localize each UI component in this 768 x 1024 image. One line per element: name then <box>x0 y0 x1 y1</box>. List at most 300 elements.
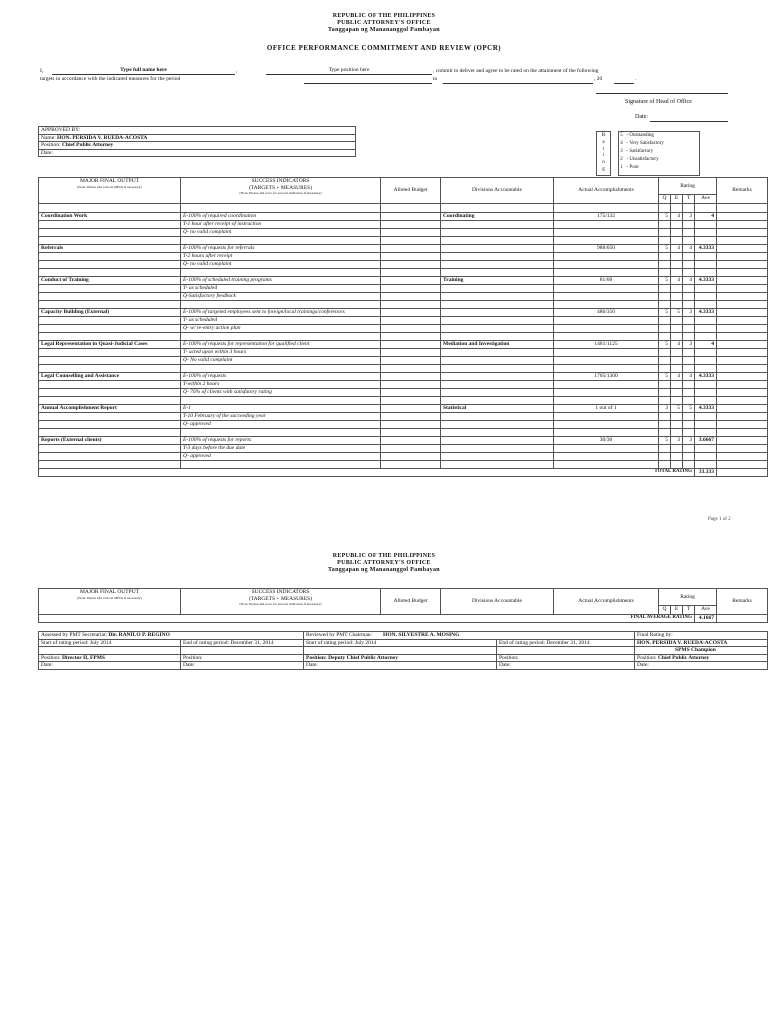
rating-t-cell <box>683 421 695 429</box>
success-indicator-cell <box>181 365 381 373</box>
mfo-cell: Capacity Building (External) <box>39 309 181 317</box>
table-subrow <box>39 293 768 301</box>
rating-t-cell <box>683 389 695 397</box>
table-subrow <box>39 237 768 245</box>
opcr-summary-table <box>38 588 768 623</box>
actual-cell <box>554 229 659 237</box>
rating-ave-cell <box>695 261 717 269</box>
sign-date-field[interactable] <box>650 114 728 122</box>
budget-cell <box>381 357 441 365</box>
rating-t-cell <box>683 349 695 357</box>
success-indicator-cell: Q- no valid complaint <box>181 261 381 269</box>
actual-cell: 1705/1300 <box>554 373 659 381</box>
rating-q-cell <box>659 445 671 453</box>
rating-ave-cell <box>695 269 717 277</box>
rating-q-cell <box>659 301 671 309</box>
mfo-cell: Annual Accomplishment Report <box>39 405 181 413</box>
position-1: Position: Director II, FPMS <box>39 654 181 662</box>
position-5: Position: Chief Public Attorney <box>635 654 768 662</box>
table-subrow <box>39 269 768 277</box>
rating-t-cell <box>683 301 695 309</box>
budget-cell <box>381 301 441 309</box>
rating-q-cell: 5 <box>659 437 671 445</box>
final-rating-by: Final Rating by: <box>635 632 768 640</box>
remarks-cell <box>717 317 768 325</box>
budget-header: Alloted Budget <box>381 178 441 204</box>
rating-q-cell <box>659 333 671 341</box>
table-row <box>39 277 768 285</box>
date-3[interactable]: Date: <box>304 662 497 670</box>
mfo-cell: Referrals <box>39 245 181 253</box>
rating-q-cell <box>659 397 671 405</box>
division-cell <box>441 397 554 405</box>
budget-cell <box>381 461 441 469</box>
rating-q-cell <box>659 421 671 429</box>
remarks-cell <box>717 389 768 397</box>
remarks-cell <box>717 461 768 469</box>
rating-q-cell <box>659 357 671 365</box>
budget-cell <box>381 213 441 221</box>
table-subrow <box>39 445 768 453</box>
rating-e-cell <box>671 261 683 269</box>
rating-q-cell <box>659 253 671 261</box>
division-cell <box>441 421 554 429</box>
actual-cell <box>554 349 659 357</box>
mfo-cell <box>39 285 181 293</box>
division-cell <box>441 445 554 453</box>
q-header-2: Q <box>659 606 671 615</box>
rating-ave-cell <box>695 301 717 309</box>
remarks-cell <box>717 253 768 261</box>
rating-ave-cell <box>695 453 717 461</box>
rating-ave-cell: 3.6667 <box>695 437 717 445</box>
final-rater-name: HON. PERSIDA V. RUEDA-ACOSTA <box>635 639 768 647</box>
rating-header: Rating <box>659 178 717 195</box>
table-subrow <box>39 429 768 437</box>
mfo-cell <box>39 389 181 397</box>
mfo-cell <box>39 453 181 461</box>
budget-cell <box>381 341 441 349</box>
rating-t-cell <box>683 453 695 461</box>
signatories-table <box>38 631 768 670</box>
actual-cell <box>554 293 659 301</box>
table-subrow <box>39 461 768 469</box>
rating-e-cell: 4 <box>671 373 683 381</box>
rating-header-2: Rating <box>659 589 717 606</box>
success-indicator-cell: E-100% of targeted employees sent to foreign/local trainings/conferences <box>181 309 381 317</box>
division-cell <box>441 309 554 317</box>
rating-q-cell: 5 <box>659 341 671 349</box>
actual-cell <box>554 381 659 389</box>
actual-cell: 1481/1125 <box>554 341 659 349</box>
rating-q-cell <box>659 269 671 277</box>
page2-header <box>0 553 768 575</box>
division-cell <box>441 373 554 381</box>
mfo-cell <box>39 397 181 405</box>
division-cell <box>441 429 554 437</box>
date-2[interactable]: Date: <box>181 662 304 670</box>
budget-cell <box>381 237 441 245</box>
assessed-by: Assessed by PMT Secretariat: Dir. RANILO P. REGINO <box>39 632 304 640</box>
mfo-cell <box>39 229 181 237</box>
division-cell: Training <box>441 277 554 285</box>
rating-ave-cell: 4.3333 <box>695 245 717 253</box>
budget-cell <box>381 229 441 237</box>
mfo-cell <box>39 253 181 261</box>
actual-cell <box>554 301 659 309</box>
rating-t-cell <box>683 229 695 237</box>
budget-cell <box>381 421 441 429</box>
table-subrow <box>39 357 768 365</box>
rating-t-cell <box>683 285 695 293</box>
rating-ave-cell <box>695 285 717 293</box>
division-cell <box>441 245 554 253</box>
mfo-cell: Reports (External clients) <box>39 437 181 445</box>
rating-q-cell <box>659 261 671 269</box>
republic-line: REPUBLIC OF THE PHILIPPINES <box>332 13 436 19</box>
rating-t-cell <box>683 381 695 389</box>
rating-e-cell: 4 <box>671 245 683 253</box>
division-cell <box>441 301 554 309</box>
period-start-field[interactable] <box>304 76 432 84</box>
period-end-field[interactable] <box>443 76 593 84</box>
mfo-cell <box>39 333 181 341</box>
rating-t-cell <box>683 333 695 341</box>
position-4: Position: <box>497 654 635 662</box>
success-indicator-cell: Q- No valid complaint <box>181 357 381 365</box>
rating-q-cell: 3 <box>659 405 671 413</box>
rating-q-cell: 5 <box>659 373 671 381</box>
remarks-cell <box>717 357 768 365</box>
budget-cell <box>381 285 441 293</box>
budget-cell <box>381 397 441 405</box>
table-subrow <box>39 301 768 309</box>
division-cell <box>441 333 554 341</box>
rating-ave-cell <box>695 333 717 341</box>
success-indicator-cell: T-3 days before the due date <box>181 445 381 453</box>
rating-q-cell <box>659 229 671 237</box>
remarks-cell <box>717 261 768 269</box>
approved-position: Position: Chief Public Attorney <box>39 142 356 150</box>
rating-e-cell <box>671 357 683 365</box>
mfo-cell <box>39 237 181 245</box>
tagalog-line: Tanggapan ng Manananggol Pambayan <box>328 27 440 34</box>
actual-cell <box>554 221 659 229</box>
legend-4: 4 - Very Satisfactory <box>620 141 664 146</box>
table-subrow <box>39 365 768 373</box>
opcr-table <box>38 177 768 477</box>
rating-e-cell <box>671 389 683 397</box>
approved-box <box>38 126 356 157</box>
rating-ave-cell: 4.3333 <box>695 309 717 317</box>
rating-e-cell <box>671 413 683 421</box>
rating-ave-cell <box>695 325 717 333</box>
mfo-cell: Conduct of Training <box>39 277 181 285</box>
table-row <box>39 245 768 253</box>
remarks-cell <box>717 445 768 453</box>
table-subrow <box>39 453 768 461</box>
year-field[interactable] <box>614 76 637 84</box>
remarks-cell <box>717 373 768 381</box>
date-1[interactable]: Date: <box>39 662 181 670</box>
division-header: Divisions Accountable <box>441 178 554 204</box>
commitment-comma: , <box>236 68 238 74</box>
budget-cell <box>381 365 441 373</box>
table-subrow <box>39 285 768 293</box>
mfo-cell <box>39 445 181 453</box>
mfo-cell: Legal Counselling and Assistance <box>39 373 181 381</box>
mfo-cell <box>39 429 181 437</box>
remarks-header: Remarks <box>717 178 768 204</box>
mfo-cell <box>39 349 181 357</box>
budget-cell <box>381 333 441 341</box>
success-indicator-cell: T-2 hours after receipt <box>181 253 381 261</box>
ave-header: Ave <box>695 195 717 204</box>
division-header-2: Divisions Accountable <box>441 589 554 615</box>
remarks-cell <box>717 285 768 293</box>
rating-ave-cell <box>695 445 717 453</box>
rating-e-cell <box>671 221 683 229</box>
rating-e-cell <box>671 317 683 325</box>
e-header-2: E <box>671 606 683 615</box>
budget-cell <box>381 277 441 285</box>
mfo-cell <box>39 221 181 229</box>
rating-q-cell: 5 <box>659 309 671 317</box>
budget-cell <box>381 245 441 253</box>
division-cell: Mediation and Investigation <box>441 341 554 349</box>
rating-ave-cell <box>695 381 717 389</box>
success-indicator-cell: Q- no valid complaint <box>181 229 381 237</box>
rating-t-cell: 5 <box>683 405 695 413</box>
remarks-cell <box>717 349 768 357</box>
rating-e-cell <box>671 365 683 373</box>
total-rating-label: TOTAL RATING <box>39 469 695 477</box>
final-rater-role: SPMS Champion <box>635 647 768 655</box>
rating-q-cell <box>659 381 671 389</box>
actual-cell <box>554 325 659 333</box>
actual-cell <box>554 413 659 421</box>
rating-e-cell <box>671 229 683 237</box>
rating-ave-cell: 4.3333 <box>695 405 717 413</box>
table-subrow <box>39 333 768 341</box>
division-cell <box>441 389 554 397</box>
budget-cell <box>381 405 441 413</box>
rating-ave-cell <box>695 389 717 397</box>
remarks-cell <box>717 221 768 229</box>
mfo-cell <box>39 365 181 373</box>
mfo-header: MAJOR FINAL OUTPUT (Note: Please add rows in MFOs if necessary) <box>39 178 181 204</box>
rating-t-cell <box>683 253 695 261</box>
rating-e-cell: 3 <box>671 437 683 445</box>
division-cell <box>441 261 554 269</box>
actual-cell: 81/60 <box>554 277 659 285</box>
actual-header-2: Actual Accomplishments <box>554 589 659 615</box>
office-line-2: PUBLIC ATTORNEY'S OFFICE <box>337 560 431 567</box>
rating-t-cell <box>683 413 695 421</box>
rating-e-cell <box>671 429 683 437</box>
rating-ave-cell <box>695 397 717 405</box>
success-indicator-cell: E-100% of required coordination <box>181 213 381 221</box>
success-indicator-cell: Q- approved <box>181 453 381 461</box>
legend-1: 1 - Poor <box>620 165 639 170</box>
success-indicator-cell: T- as scheduled <box>181 285 381 293</box>
total-rating-value: 33.333 <box>695 469 717 477</box>
success-indicator-cell <box>181 237 381 245</box>
legend-3: 3 - Satisfactory <box>620 149 654 154</box>
rating-t-cell <box>683 237 695 245</box>
rating-ave-cell <box>695 421 717 429</box>
division-cell <box>441 365 554 373</box>
rating-t-cell <box>683 461 695 469</box>
success-indicator-cell: T- as scheduled <box>181 317 381 325</box>
actual-cell: 1 out of 1 <box>554 405 659 413</box>
remarks-cell <box>717 365 768 373</box>
remarks-cell <box>717 293 768 301</box>
rating-e-cell <box>671 333 683 341</box>
rating-t-cell <box>683 269 695 277</box>
actual-cell <box>554 237 659 245</box>
division-cell <box>441 269 554 277</box>
position-3: Position: Deputy Chief Public Attorney <box>304 654 497 662</box>
actual-cell <box>554 365 659 373</box>
rating-e-cell <box>671 461 683 469</box>
approved-date[interactable]: Date: <box>39 149 356 157</box>
actual-cell <box>554 397 659 405</box>
remarks-header-2: Remarks <box>717 589 768 615</box>
rating-ave-cell <box>695 365 717 373</box>
mfo-cell <box>39 269 181 277</box>
commitment-text: , commit to deliver and agree to be rated on the attainment of the following <box>433 68 599 74</box>
remarks-cell <box>717 237 768 245</box>
remarks-cell <box>717 277 768 285</box>
rating-ave-cell <box>695 461 717 469</box>
success-indicator-cell: E-100% of requests for referrals <box>181 245 381 253</box>
rating-ave-cell <box>695 349 717 357</box>
rating-ave-cell <box>695 237 717 245</box>
start-period-1: Start of rating period: July 2014 <box>39 639 181 647</box>
year-label: , 20 <box>594 76 603 82</box>
table-subrow <box>39 421 768 429</box>
mfo-cell <box>39 261 181 269</box>
division-cell: Coordinating <box>441 213 554 221</box>
remarks-cell <box>717 309 768 317</box>
rating-legend <box>618 131 700 176</box>
rating-t-cell <box>683 293 695 301</box>
success-indicator-cell: Q- approved <box>181 421 381 429</box>
table-row <box>39 405 768 413</box>
division-cell: Statistical <box>441 405 554 413</box>
office-line: PUBLIC ATTORNEY'S OFFICE <box>337 20 431 27</box>
rating-ave-cell: 4 <box>695 341 717 349</box>
remarks-cell <box>717 421 768 429</box>
table-subrow <box>39 261 768 269</box>
division-cell <box>441 229 554 237</box>
budget-cell <box>381 453 441 461</box>
date-5[interactable]: Date: <box>635 662 768 670</box>
rating-e-cell <box>671 269 683 277</box>
budget-cell <box>381 437 441 445</box>
success-indicator-cell: T-1 hour after receipt of instruction <box>181 221 381 229</box>
table-row <box>39 341 768 349</box>
name-field[interactable]: Type full name here <box>52 67 235 75</box>
actual-header: Actual Accomplishments <box>554 178 659 204</box>
success-indicator-cell: T-10 February of the succeeding year <box>181 413 381 421</box>
table-subrow <box>39 229 768 237</box>
success-indicator-cell: Q- w/ re-entry action plan <box>181 325 381 333</box>
rating-e-cell <box>671 445 683 453</box>
budget-cell <box>381 253 441 261</box>
rating-t-cell: 4 <box>683 373 695 381</box>
rating-e-cell: 4 <box>671 277 683 285</box>
rating-q-cell <box>659 221 671 229</box>
rating-ave-cell <box>695 413 717 421</box>
actual-cell: 988/650 <box>554 245 659 253</box>
rating-q-cell <box>659 365 671 373</box>
page-number: Page 1 of 2 <box>708 517 731 522</box>
rating-q-cell <box>659 389 671 397</box>
table-subrow <box>39 221 768 229</box>
date-4[interactable]: Date: <box>497 662 635 670</box>
table-row <box>39 213 768 221</box>
rating-e-cell <box>671 237 683 245</box>
e-header: E <box>671 195 683 204</box>
mfo-cell <box>39 293 181 301</box>
mfo-cell <box>39 325 181 333</box>
actual-cell <box>554 389 659 397</box>
remarks-cell <box>717 325 768 333</box>
rating-e-cell <box>671 325 683 333</box>
rating-q-cell <box>659 237 671 245</box>
sign-date-label: Date: <box>635 114 648 120</box>
position-2: Position: <box>181 654 304 662</box>
final-average-value: 4.1667 <box>695 615 717 623</box>
rating-e-cell <box>671 421 683 429</box>
budget-cell <box>381 373 441 381</box>
remarks-cell <box>717 405 768 413</box>
mfo-cell <box>39 381 181 389</box>
table-row <box>39 437 768 445</box>
position-field[interactable]: Type position here <box>266 67 432 75</box>
table-row <box>39 373 768 381</box>
budget-cell <box>381 293 441 301</box>
end-period-2: End of rating period: December 31, 2014 <box>497 639 635 647</box>
actual-cell: 175/132 <box>554 213 659 221</box>
rating-t-cell <box>683 429 695 437</box>
budget-cell <box>381 261 441 269</box>
rating-t-cell <box>683 445 695 453</box>
rating-ave-cell: 4 <box>695 213 717 221</box>
rating-ave-cell <box>695 253 717 261</box>
tagalog-line-2: Tanggapan ng Manananggol Pambayan <box>328 567 440 574</box>
budget-cell <box>381 445 441 453</box>
actual-cell <box>554 269 659 277</box>
division-cell <box>441 285 554 293</box>
remarks-cell <box>717 245 768 253</box>
commitment-prefix: I, <box>40 68 44 74</box>
table-subrow <box>39 325 768 333</box>
reviewed-by: Reviewed by PMT Chairman: HON. SILVESTRE A. MOSING <box>304 632 635 640</box>
actual-cell <box>554 453 659 461</box>
success-indicator-cell <box>181 461 381 469</box>
si-header-2: SUCCESS INDICATORS (TARGETS + MEASURES) (Note: Please add rows for success indicators if necessary) <box>181 589 381 615</box>
remarks-cell <box>717 229 768 237</box>
rating-t-cell: 4 <box>683 245 695 253</box>
remarks-cell <box>717 397 768 405</box>
rating-q-cell: 5 <box>659 277 671 285</box>
rating-vertical-label: R a t i n g <box>596 131 611 176</box>
rating-e-cell <box>671 253 683 261</box>
table-subrow <box>39 349 768 357</box>
